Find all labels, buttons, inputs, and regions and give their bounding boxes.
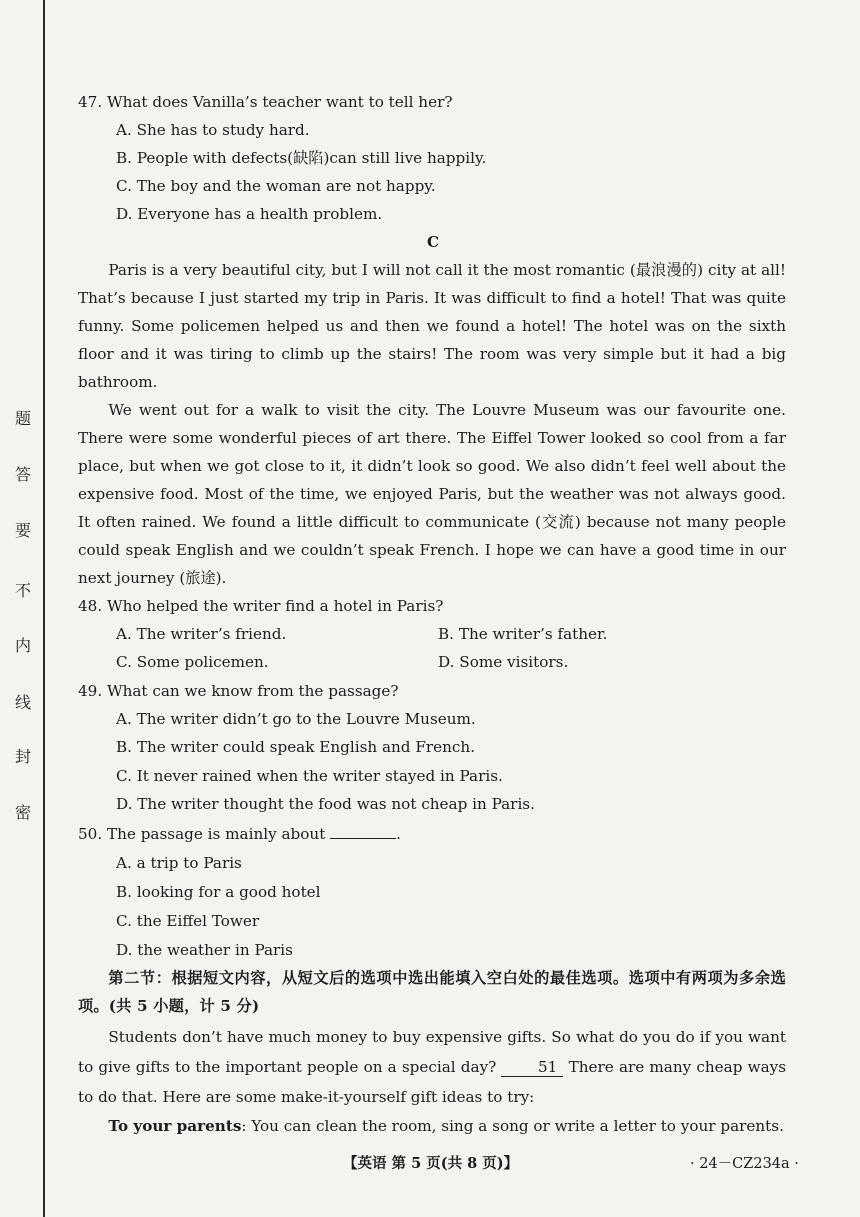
q47-option-c: C. The boy and the woman are not happy.: [116, 177, 436, 195]
question-50-stem: [78, 820, 401, 848]
q50-stem-text: 50. The passage is mainly about: [78, 825, 326, 843]
q50-option-c: C. the Eiffel Tower: [116, 912, 260, 930]
seal-char: 封: [14, 747, 31, 766]
question-48-stem: 48. Who helped the writer find a hotel in Paris?: [78, 597, 444, 615]
seal-char: 密: [14, 803, 31, 822]
seal-char: 答: [14, 465, 31, 484]
q49-option-c: C. It never rained when the writer stayed in Paris.: [116, 767, 503, 785]
parents-gift-paragraph: [78, 1112, 786, 1140]
q49-option-b: B. The writer could speak English and French.: [116, 738, 476, 756]
page-footer-center: 【英语 第 5 页(共 8 页)】: [343, 1155, 519, 1172]
q48-option-b: B. The writer’s father.: [438, 625, 608, 643]
q50-stem-end: .: [396, 825, 401, 843]
q50-option-d: D. the weather in Paris: [116, 941, 293, 959]
parents-text: : You can clean the room, sing a song or write a letter to your parents.: [241, 1117, 784, 1135]
q47-option-a: A. She has to study hard.: [116, 121, 310, 139]
blank-51: 51: [501, 1058, 563, 1077]
passage-2-text-2: There are many cheap ways to do that. Here are some make-it-yourself gift ideas to try:: [78, 1058, 787, 1106]
passage-2-paragraph: [78, 1022, 786, 1112]
passage-c-paragraph-1: Paris is a very beautiful city, but I will not call it the most romantic (最浪漫的) city at all! That’s because I just started my trip in Paris. It was difficult to find a hotel! That was quite funny. Some policemen helped us and then we found a hotel! The hotel was on the sixth floor and it was tiring to climb up the stairs! The room was very simple but it had a big bathroom.: [78, 261, 786, 391]
q50-option-b: B. looking for a good hotel: [116, 883, 321, 901]
q48-option-a: A. The writer’s friend.: [116, 625, 287, 643]
seal-char: 不: [14, 581, 31, 600]
passage-2-text-1: Students don’t have much money to buy expensive gifts. So what do you do if you want to give gifts to the important people on a special day?: [78, 1028, 786, 1076]
binding-margin-line: [43, 0, 45, 1217]
seal-char: 要: [14, 521, 31, 540]
q50-option-a: A. a trip to Paris: [116, 854, 242, 872]
answer-blank: [330, 823, 396, 839]
q49-option-a: A. The writer didn’t go to the Louvre Museum.: [116, 710, 476, 728]
seal-char: 题: [14, 409, 31, 428]
page-footer-code: · 24－CZ234a ·: [690, 1156, 799, 1172]
q47-option-b: B. People with defects(缺陷)can still live happily.: [116, 149, 487, 167]
q47-option-d: D. Everyone has a health problem.: [116, 205, 383, 223]
q48-option-c: C. Some policemen.: [116, 653, 269, 671]
question-49-stem: 49. What can we know from the passage?: [78, 682, 399, 700]
section-2-instructions: 第二节：根据短文内容，从短文后的选项中选出能填入空白处的最佳选项。选项中有两项为多余选项。(共 5 小题，计 5 分): [78, 969, 786, 1015]
passage-c-paragraph-2: We went out for a walk to visit the city. The Louvre Museum was our favourite one. There were some wonderful pieces of art there. The Eiffel Tower looked so cool from a far place, but when we got close to it, it didn’t look so good. We also didn’t feel well about the expensive food. Most of the time, we enjoyed Paris, but the weather was not always good. It often rained. We found a little difficult to communicate (交流) because not many people could speak English and we couldn’t speak French. I hope we can have a good time in our next journey (旅途).: [78, 401, 786, 587]
parents-label: To your parents: [108, 1117, 242, 1135]
seal-char: 内: [14, 636, 31, 655]
q49-option-d: D. The writer thought the food was not cheap in Paris.: [116, 795, 535, 813]
section-c-heading: C: [426, 233, 440, 251]
q48-option-d: D. Some visitors.: [438, 653, 569, 671]
seal-char: 线: [14, 693, 31, 712]
question-47-stem: 47. What does Vanilla’s teacher want to tell her?: [78, 93, 453, 111]
